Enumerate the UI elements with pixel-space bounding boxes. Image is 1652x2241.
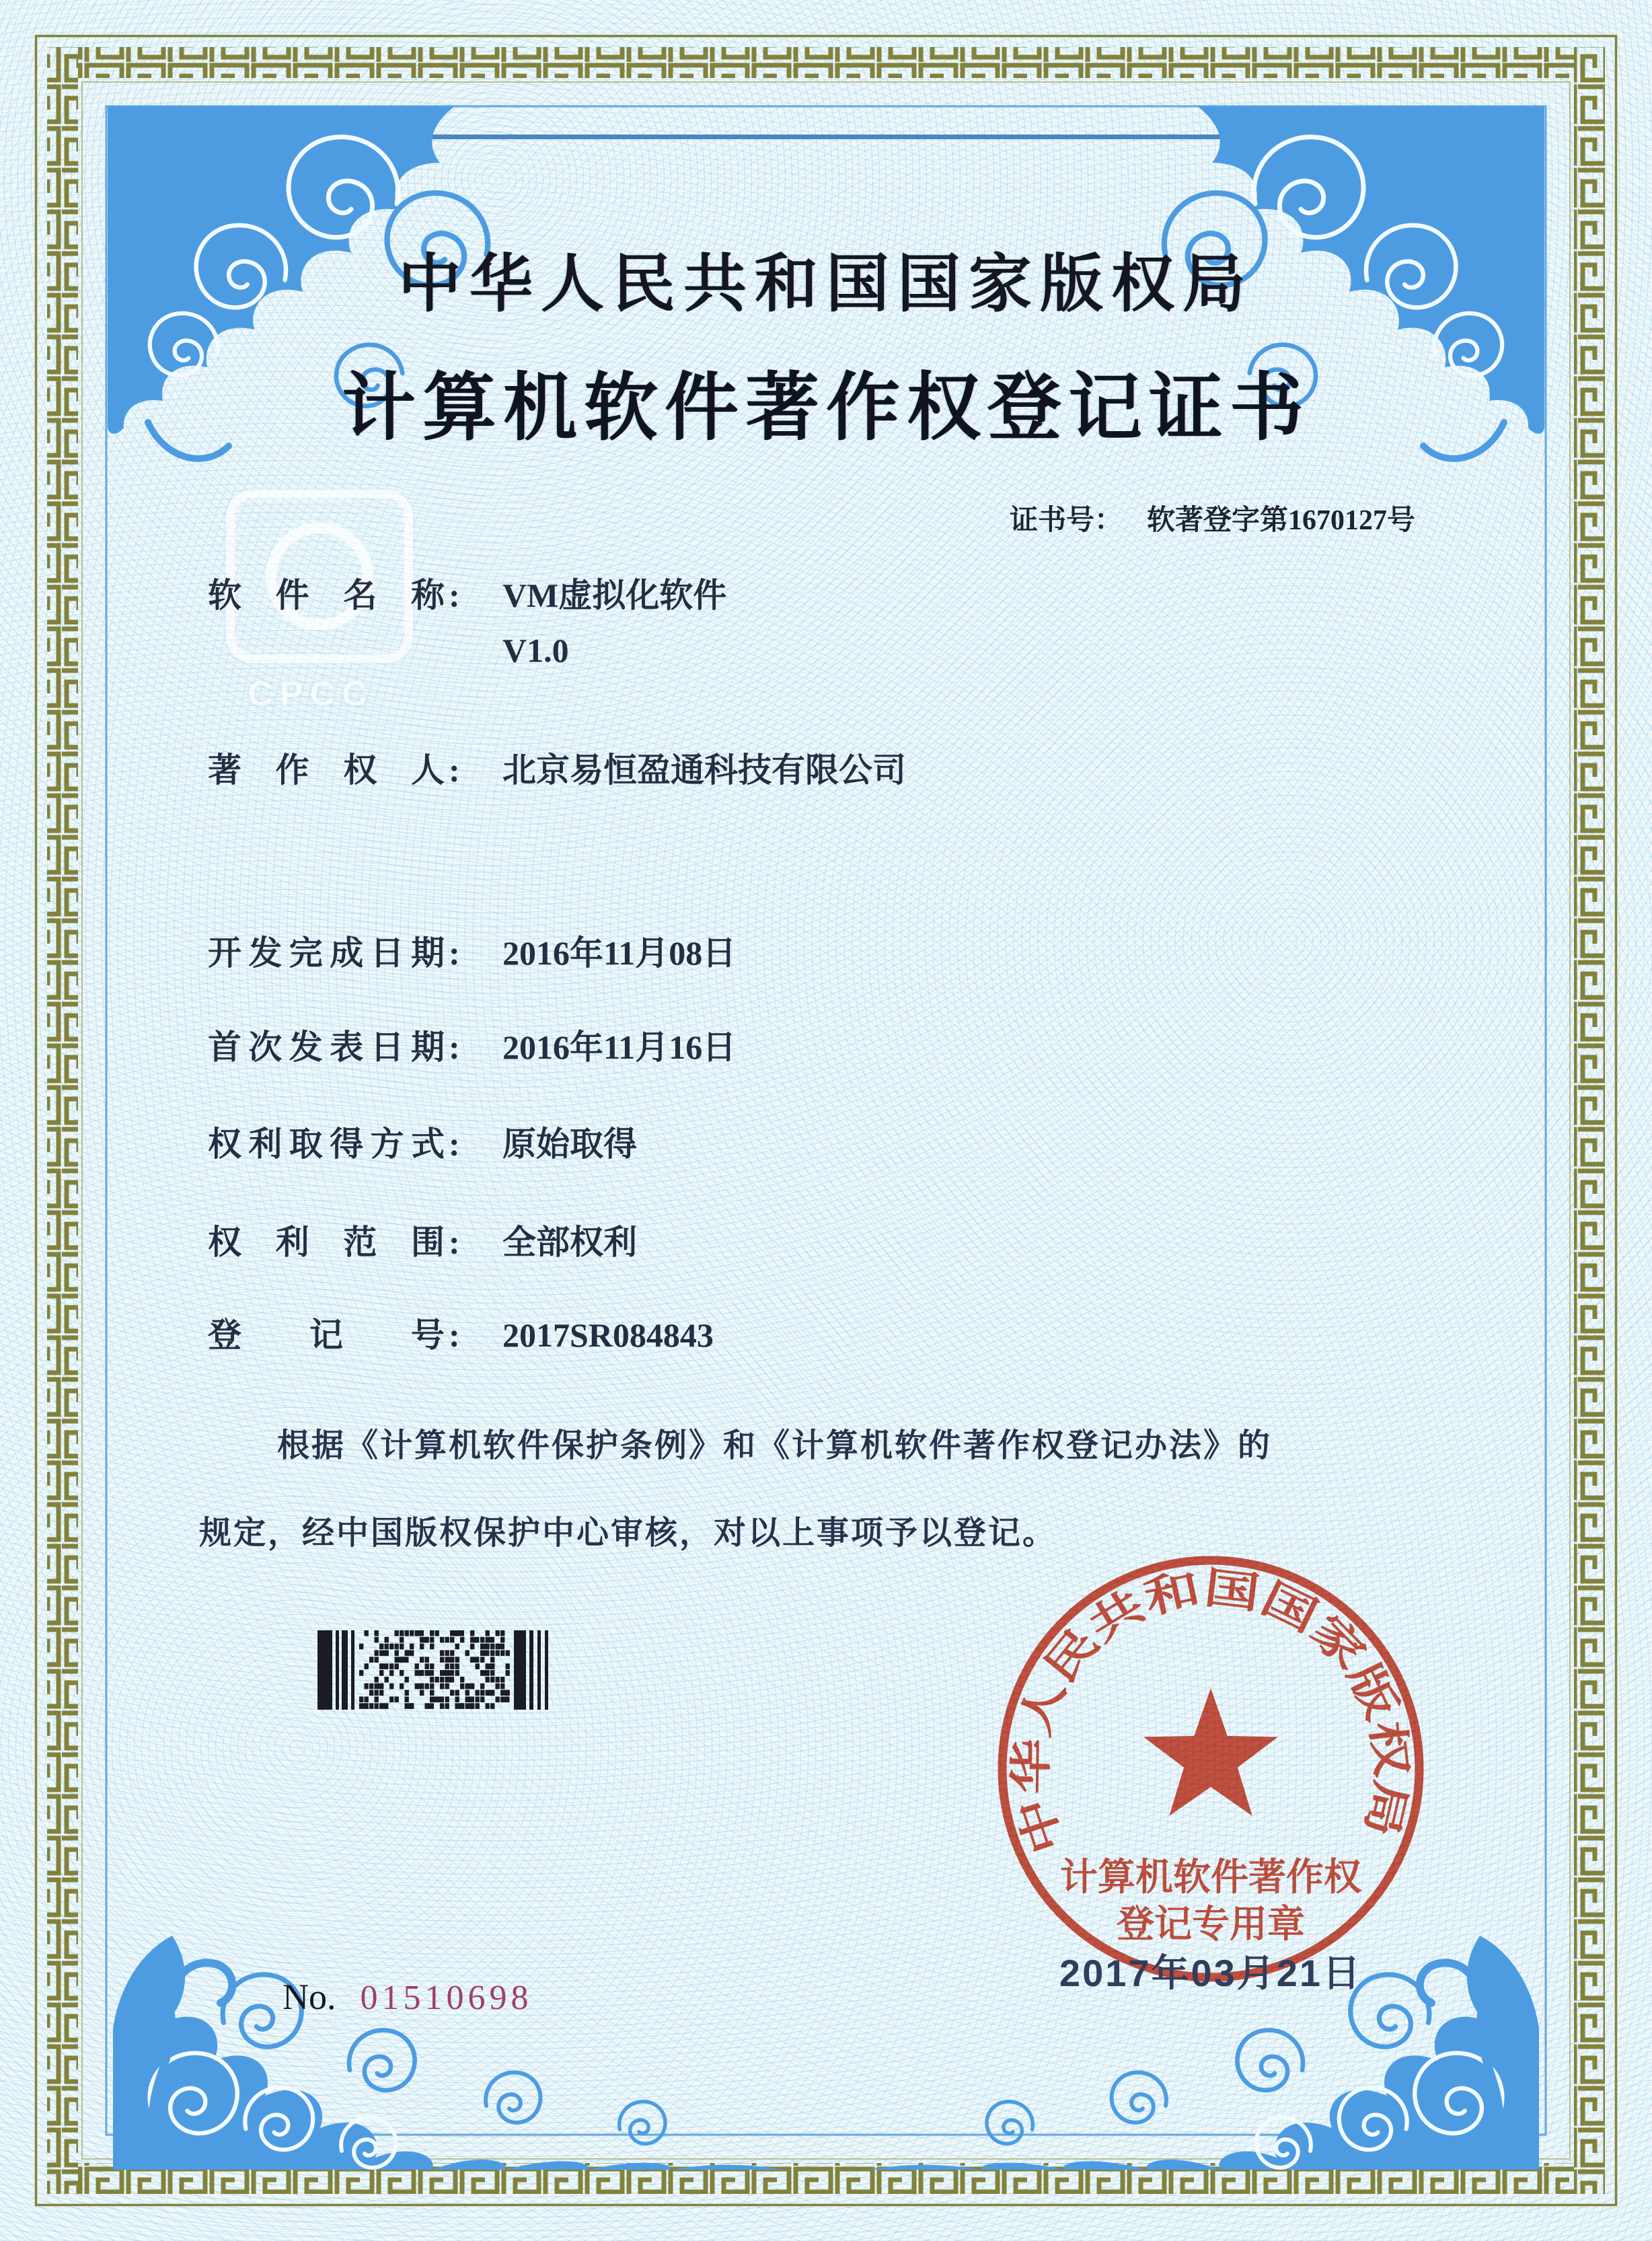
field-row-copyright-owner xyxy=(208,751,906,790)
field-value xyxy=(502,576,726,670)
star-icon xyxy=(1143,1688,1278,1816)
field-label: 权利范围 xyxy=(208,1223,445,1261)
field-label: 登记号 xyxy=(208,1316,445,1354)
cpcc-watermark-text: CPCC xyxy=(248,675,374,714)
rights-acquisition-method: 原始取得 xyxy=(502,1125,637,1163)
field-colon: : xyxy=(449,751,460,789)
field-colon: : xyxy=(449,1223,460,1261)
rights-scope: 全部权利 xyxy=(502,1223,637,1261)
field-colon: : xyxy=(449,1125,460,1163)
barcode xyxy=(317,1630,550,1710)
serial-number-row xyxy=(283,1976,533,2018)
statement-line2: 规定，经中国版权保护中心审核，对以上事项予以登记。 xyxy=(199,1515,1057,1551)
serial-number: 01510698 xyxy=(360,1979,533,2017)
registration-number: 2017SR084843 xyxy=(502,1316,714,1354)
issue-date: 2017年03月21日 xyxy=(1059,1952,1363,1994)
field-row-rights-scope xyxy=(208,1223,637,1262)
software-name: VM虚拟化软件 xyxy=(502,576,727,614)
seal-ring-text: 中华人民共和国国家版权局 xyxy=(1007,1564,1415,1860)
seal-text-line1: 计算机软件著作权 xyxy=(1060,1857,1361,1899)
field-label: 软件名称 xyxy=(208,576,445,614)
certificate-number xyxy=(1010,498,1415,538)
certificate-title: 计算机软件著作权登记证书 xyxy=(342,367,1310,449)
issuing-authority-title: 中华人民共和国国家版权局 xyxy=(398,250,1254,319)
field-label: 开发完成日期 xyxy=(208,934,445,972)
field-row-completion-date xyxy=(208,934,736,973)
statement-line1: 根据《计算机软件保护条例》和《计算机软件著作权登记办法》的 xyxy=(277,1428,1273,1464)
first-publication-date: 2016年11月16日 xyxy=(502,1028,737,1066)
field-label: 首次发表日期 xyxy=(208,1028,445,1066)
software-version: V1.0 xyxy=(502,631,569,669)
copyright-owner: 北京易恒盈通科技有限公司 xyxy=(502,751,906,789)
field-row-rights-acquisition xyxy=(208,1125,637,1164)
field-label: 权利取得方式 xyxy=(208,1125,445,1163)
field-colon: : xyxy=(449,1028,460,1066)
field-label: 著作权人 xyxy=(208,751,445,789)
field-row-first-publication-date xyxy=(208,1028,736,1067)
field-row-registration-number xyxy=(208,1316,714,1355)
seal-text-line2: 登记专用章 xyxy=(1117,1904,1305,1946)
top-rule-bar xyxy=(430,135,1265,139)
serial-label: No. xyxy=(283,1977,336,2017)
field-colon: : xyxy=(449,1316,460,1354)
certificate-number-label: 证书号： xyxy=(1009,505,1123,536)
corner-flourish-bottom-left xyxy=(113,1928,786,2170)
field-row-software-name xyxy=(208,576,726,670)
field-colon: : xyxy=(449,934,460,972)
field-colon: : xyxy=(449,576,460,614)
meander-border-top xyxy=(78,47,1574,78)
certificate-number-value: 软著登字第1670127号 xyxy=(1146,505,1415,536)
completion-date: 2016年11月08日 xyxy=(502,934,737,972)
